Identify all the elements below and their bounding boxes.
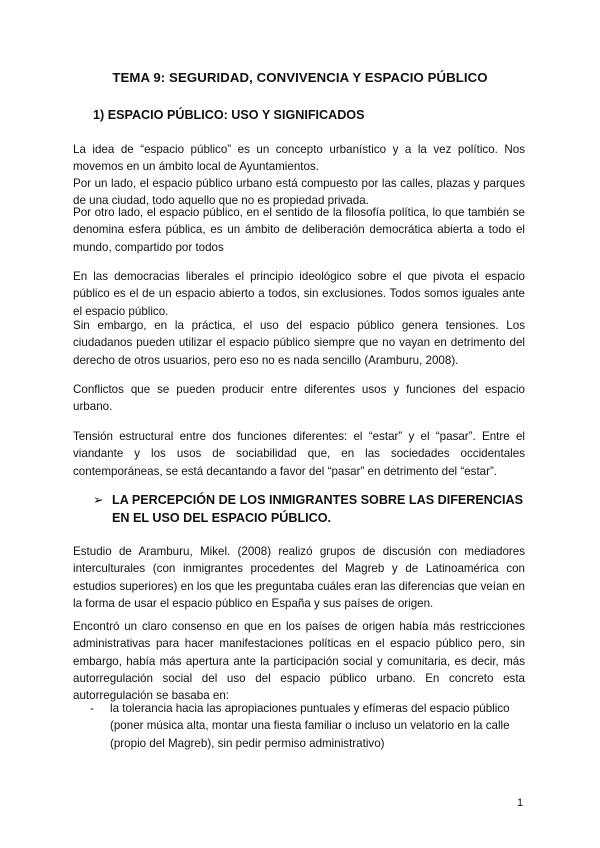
- paragraph-consenso: Encontró un claro consenso en que en los países de origen había más restricciones administrativas para hacer manifestaciones políticas en el espacio público pero, sin embargo, había más apertura ante la participación social y comunitaria, es decir, más autorregulación social del uso del espacio público urbano. En concreto esta autorregulación se basaba en:: [73, 620, 525, 703]
- paragraph-conflictos: Conflictos que se pueden producir entre diferentes usos y funciones del espacio urbano.: [73, 383, 525, 414]
- dash-bullet: -: [90, 702, 94, 715]
- paragraph-estudio-aramburu: Estudio de Aramburu, Mikel. (2008) realizó grupos de discusión con mediadores interculturales (con inmigrantes procedentes del Magreb y de Latinoamérica con estudios superiores) en los que les preguntaba cuáles eran las diferencias que veían en la forma de usar el espacio público en España y sus países de origen.: [73, 545, 525, 610]
- section-heading-espacio-publico: 1) ESPACIO PÚBLICO: USO Y SIGNIFICADOS: [93, 108, 365, 122]
- paragraph-tensiones: Sin embargo, en la práctica, el uso del espacio público genera tensiones. Los ciudadanos pueden utilizar el espacio público siempre que no vayan en detrimento del derecho de otros usuarios, pero eso no es nada sencillo (Aramburu, 2008).: [73, 319, 525, 367]
- paragraph-esfera-publica: Por otro lado, el espacio público, en el sentido de la filosofía política, lo que también se denomina esfera pública, es un ámbito de deliberación democrática abierta a todo el mundo, compartido por todos: [73, 206, 525, 254]
- arrow-bullet-icon: ➢: [93, 493, 104, 507]
- paragraph-democracias: En las democracias liberales el principio ideológico sobre el que pivota el espacio público es el de un espacio abierto a todos, sin exclusiones. Todos somos iguales ante el espacio público.: [73, 270, 525, 318]
- paragraph-tension-estructural: Tensión estructural entre dos funciones diferentes: el “estar” y el “pasar”. Entre el viandante y los usos de sociabilidad que, en las sociedades occidentales contemporáneas, se está decantando a favor del “pasar” en detrimento del “estar”.: [73, 430, 525, 478]
- list-item: [90, 700, 525, 752]
- section-heading-percepcion-text: LA PERCEPCIÓN DE LOS INMIGRANTES SOBRE LAS DIFERENCIAS EN EL USO DEL ESPACIO PÚBLICO.: [112, 493, 523, 525]
- paragraph-concepto: La idea de “espacio público” es un concepto urbanístico y a la vez político. Nos movemos en un ámbito local de Ayuntamientos.: [73, 143, 525, 174]
- page-number: 1: [517, 797, 524, 809]
- section-heading-percepcion: [93, 491, 533, 527]
- list-item-text: la tolerancia hacia las apropiaciones puntuales y efímeras del espacio público (poner música alta, montar una fiesta familiar o incluso un velatorio en la calle (propio del Magreb), sin pedir permiso administrativo): [110, 702, 510, 750]
- document-title: TEMA 9: SEGURIDAD, CONVIVENCIA Y ESPACIO PÚBLICO: [112, 70, 488, 85]
- paragraph-espacio-urbano: Por un lado, el espacio público urbano está compuesto por las calles, plazas y parques de una ciudad, todo aquello que no es propiedad privada.: [73, 177, 525, 208]
